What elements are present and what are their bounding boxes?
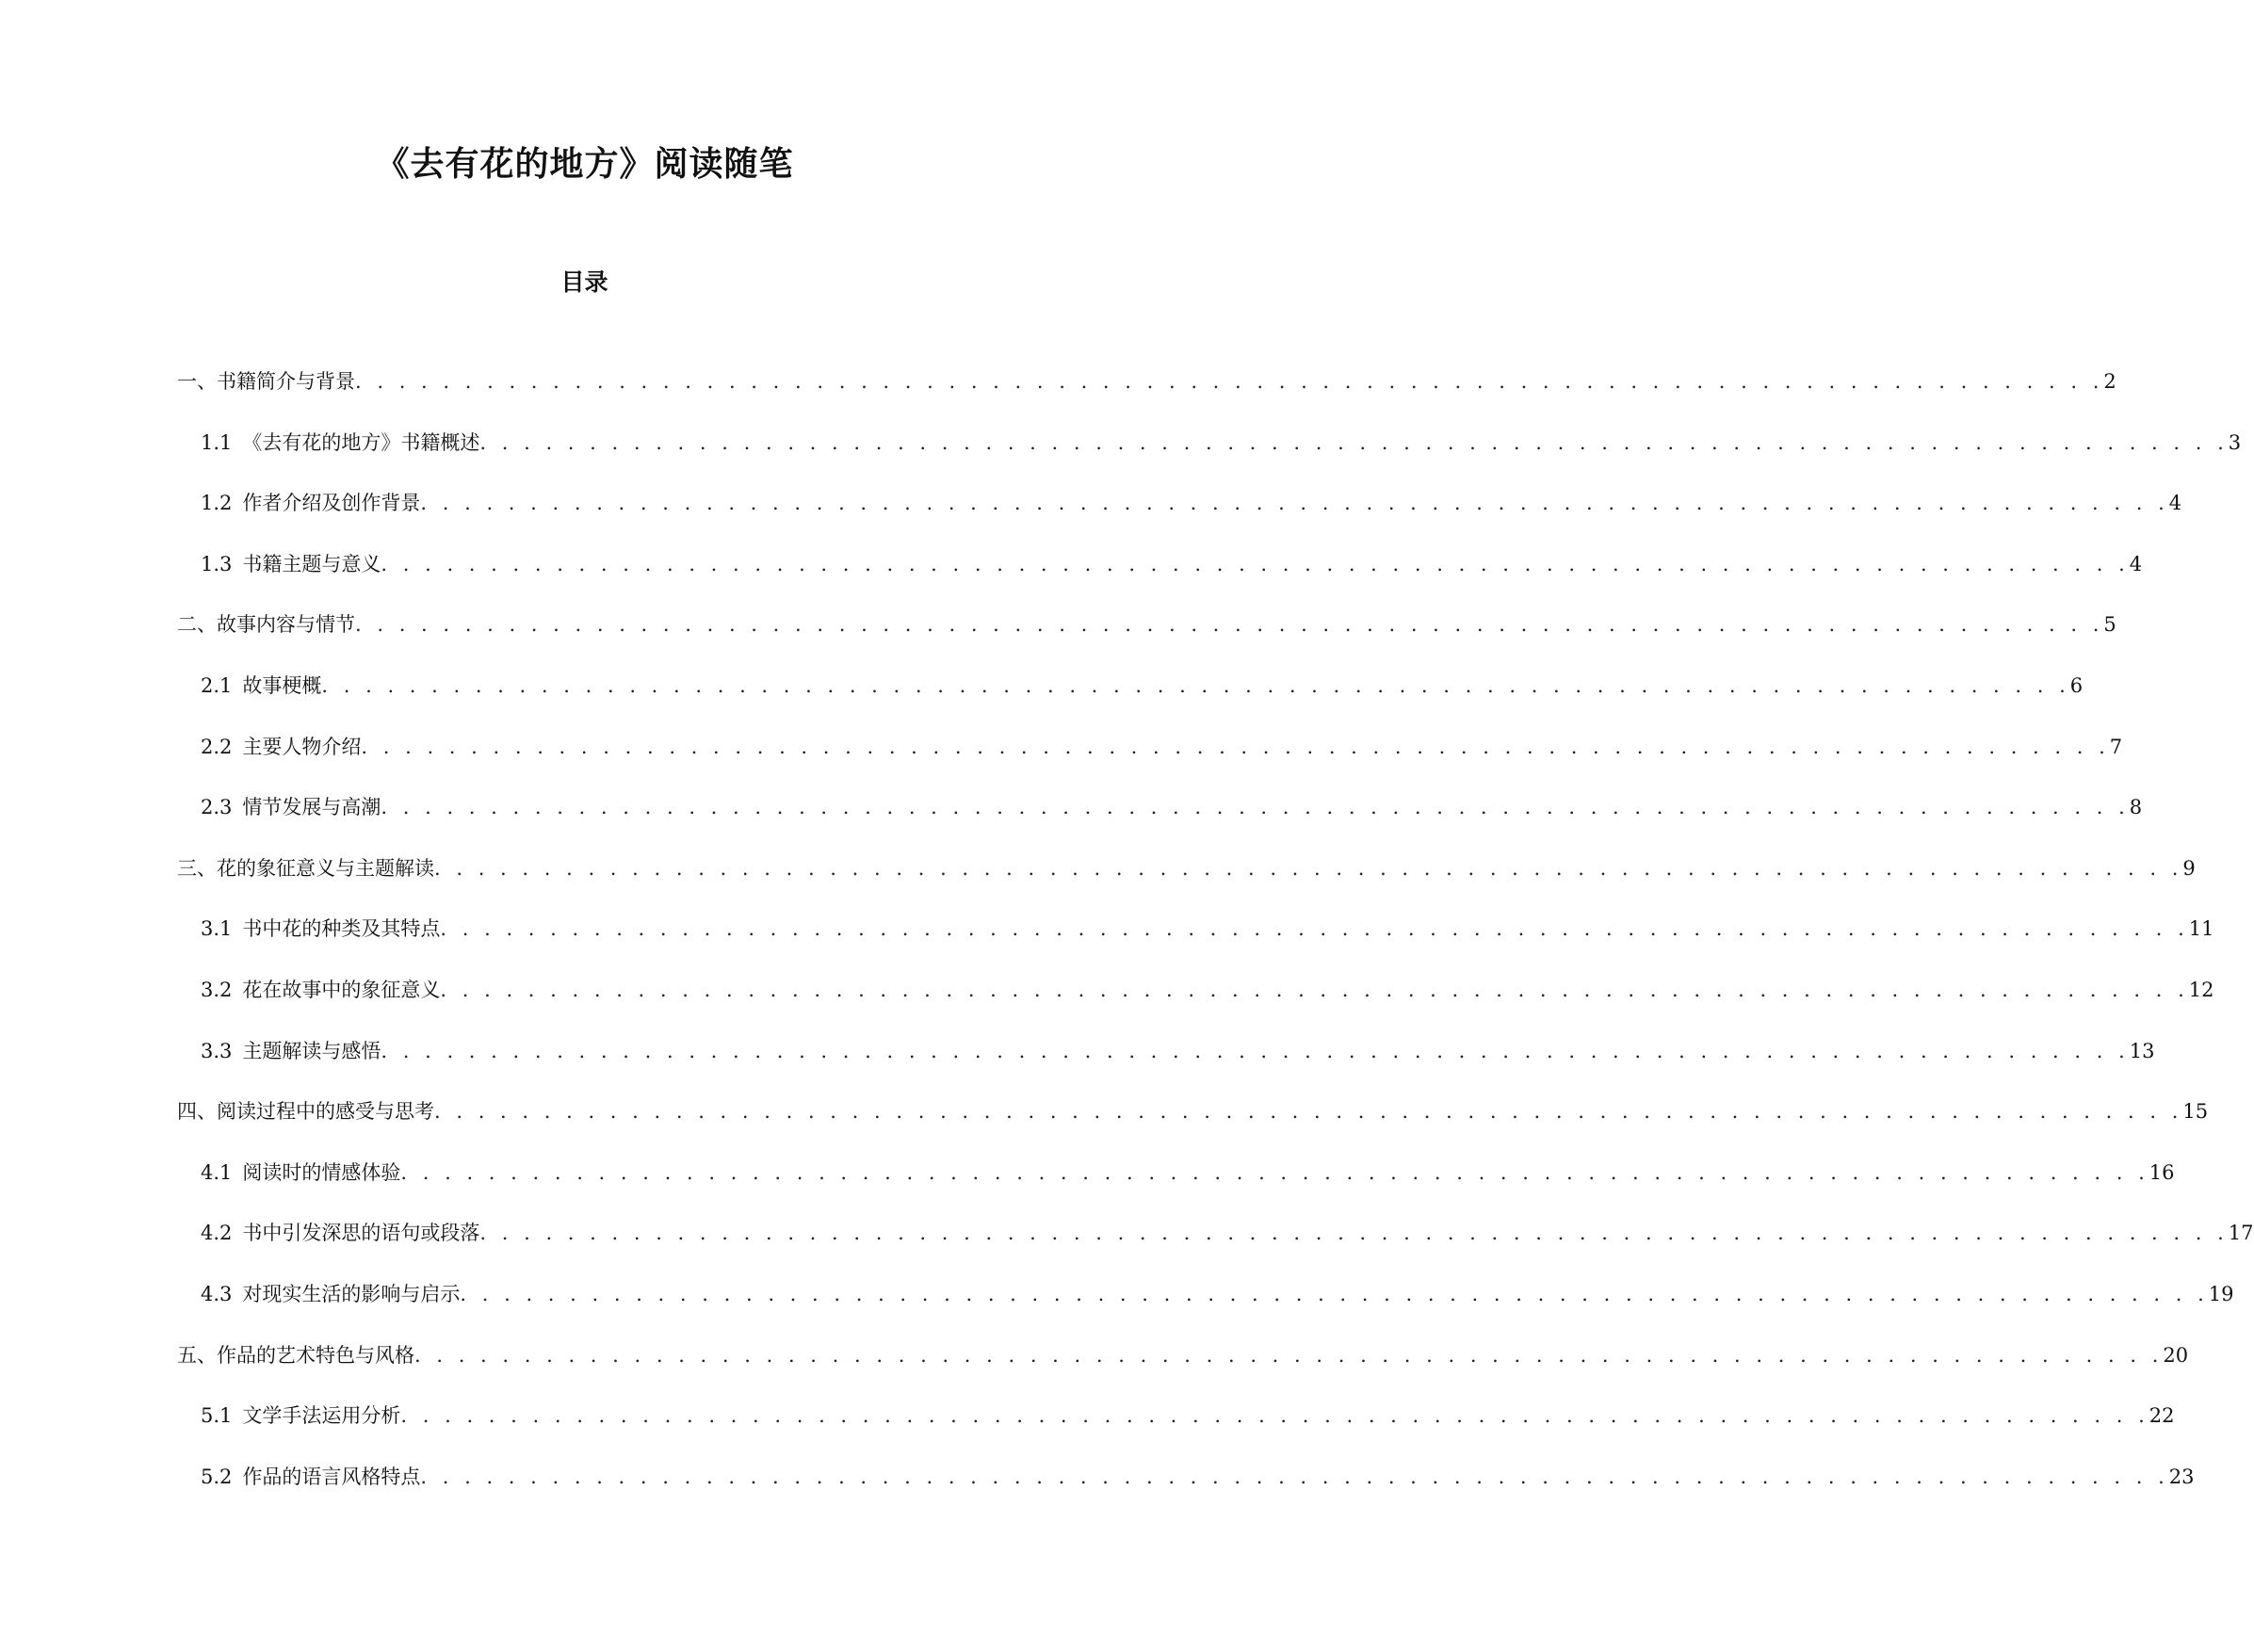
toc-page-number: 13 <box>2129 1039 2155 1062</box>
toc-entry-title: 书籍主题与意义 <box>242 552 381 575</box>
toc-section-entry[interactable] <box>177 1093 2209 1130</box>
toc-page-number: 7 <box>2109 735 2123 758</box>
toc-entry-number: 5.2 <box>201 1465 233 1488</box>
toc-subsection-entry[interactable] <box>201 667 2084 705</box>
toc-section-entry[interactable] <box>177 850 2196 887</box>
toc-subsection-entry[interactable] <box>201 788 2143 826</box>
toc-subsection-entry[interactable] <box>201 1154 2175 1191</box>
toc-dot-leader: . . . . . . . . . . . . . . . . . . . . . . . . . . . . . . . . . . . . . . . . . . . . . . . . . . . . . . . . . . . . . . . . . . . . . . . . . . . . . . . . <box>479 430 2229 454</box>
toc-dot-leader: . . . . . . . . . . . . . . . . . . . . . . . . . . . . . . . . . . . . . . . . . . . . . . . . . . . . . . . . . . . . . . . . . . . . . . . . . . . . . . . . <box>381 552 2130 575</box>
toc-dot-leader: . . . . . . . . . . . . . . . . . . . . . . . . . . . . . . . . . . . . . . . . . . . . . . . . . . . . . . . . . . . . . . . . . . . . . . . . . . . . . . . . <box>400 1160 2149 1184</box>
toc-entry-number: 3.2 <box>201 979 233 1001</box>
toc-entry-title: 三、花的象征意义与主题解读 <box>177 856 434 880</box>
toc-page-number: 9 <box>2182 856 2196 880</box>
toc-subsection-entry[interactable] <box>201 1032 2155 1070</box>
toc-entry-title: 书中花的种类及其特点 <box>242 917 441 941</box>
toc-entry-number: 5.1 <box>201 1404 233 1428</box>
toc-subsection-entry[interactable] <box>201 1397 2175 1434</box>
toc-page-number: 4 <box>2168 492 2182 515</box>
toc-entry-number: 1.1 <box>201 430 233 454</box>
toc-page-number: 12 <box>2188 979 2214 1001</box>
toc-heading: 目录 <box>560 268 608 296</box>
toc-subsection-entry[interactable] <box>201 1275 2234 1313</box>
toc-page-number: 6 <box>2069 674 2084 697</box>
toc-dot-leader: . . . . . . . . . . . . . . . . . . . . . . . . . . . . . . . . . . . . . . . . . . . . . . . . . . . . . . . . . . . . . . . . . . . . . . . . . . . . . . . . <box>479 1222 2229 1245</box>
toc-entry-number: 3.1 <box>201 917 233 941</box>
toc-dot-leader: . . . . . . . . . . . . . . . . . . . . . . . . . . . . . . . . . . . . . . . . . . . . . . . . . . . . . . . . . . . . . . . . . . . . . . . . . . . . . . . . <box>460 1283 2209 1305</box>
toc-entry-title: 五、作品的艺术特色与风格 <box>177 1343 414 1367</box>
toc-subsection-entry[interactable] <box>201 971 2214 1009</box>
toc-page-number: 20 <box>2163 1343 2189 1367</box>
toc-subsection-entry[interactable] <box>201 484 2182 522</box>
toc-page-number: 16 <box>2149 1160 2175 1184</box>
toc-subsection-entry[interactable] <box>201 545 2143 583</box>
toc-dot-leader: . . . . . . . . . . . . . . . . . . . . . . . . . . . . . . . . . . . . . . . . . . . . . . . . . . . . . . . . . . . . . . . . . . . . . . . . . . . . . . . . <box>381 796 2130 819</box>
toc-dot-leader: . . . . . . . . . . . . . . . . . . . . . . . . . . . . . . . . . . . . . . . . . . . . . . . . . . . . . . . . . . . . . . . . . . . . . . . . . . . . . . . . <box>400 1404 2149 1428</box>
toc-entry-number: 1.2 <box>201 492 233 515</box>
toc-page-number: 17 <box>2228 1222 2254 1245</box>
toc-dot-leader: . . . . . . . . . . . . . . . . . . . . . . . . . . . . . . . . . . . . . . . . . . . . . . . . . . . . . . . . . . . . . . . . . . . . . . . . . . . . . . . . <box>321 674 2070 697</box>
toc-page-number: 2 <box>2103 370 2116 393</box>
toc-entry-number: 2.3 <box>201 796 233 819</box>
toc-dot-leader: . . . . . . . . . . . . . . . . . . . . . . . . . . . . . . . . . . . . . . . . . . . . . . . . . . . . . . . . . . . . . . . . . . . . . . . . . . . . . . . . <box>381 1039 2130 1062</box>
toc-entry-number: 3.3 <box>201 1039 233 1062</box>
toc-entry-title: 二、故事内容与情节 <box>177 613 355 637</box>
toc-dot-leader: . . . . . . . . . . . . . . . . . . . . . . . . . . . . . . . . . . . . . . . . . . . . . . . . . . . . . . . . . . . . . . . . . . . . . . . . . . . . . . . . <box>420 1465 2169 1488</box>
toc-entry-title: 情节发展与高潮 <box>242 796 381 819</box>
toc-page-number: 11 <box>2188 917 2214 941</box>
toc-entry-title: 作者介绍及创作背景 <box>242 492 421 515</box>
toc-entry-number: 2.1 <box>201 674 233 697</box>
toc-entry-number: 4.2 <box>201 1222 233 1245</box>
toc-dot-leader: . . . . . . . . . . . . . . . . . . . . . . . . . . . . . . . . . . . . . . . . . . . . . . . . . . . . . . . . . . . . . . . . . . . . . . . . . . . . . . . . <box>420 492 2169 515</box>
toc-dot-leader: . . . . . . . . . . . . . . . . . . . . . . . . . . . . . . . . . . . . . . . . . . . . . . . . . . . . . . . . . . . . . . . . . . . . . . . . . . . . . . . . <box>440 917 2189 941</box>
toc-subsection-entry[interactable] <box>201 728 2123 766</box>
toc-entry-number: 1.3 <box>201 552 233 575</box>
toc-dot-leader: . . . . . . . . . . . . . . . . . . . . . . . . . . . . . . . . . . . . . . . . . . . . . . . . . . . . . . . . . . . . . . . . . . . . . . . . . . . . . . . . <box>434 856 2183 880</box>
toc-page-number: 5 <box>2103 613 2116 637</box>
toc-dot-leader: . . . . . . . . . . . . . . . . . . . . . . . . . . . . . . . . . . . . . . . . . . . . . . . . . . . . . . . . . . . . . . . . . . . . . . . . . . . . . . . . <box>440 979 2189 1001</box>
toc-page-number: 19 <box>2208 1283 2234 1305</box>
toc-page-number: 22 <box>2149 1404 2175 1428</box>
toc-dot-leader: . . . . . . . . . . . . . . . . . . . . . . . . . . . . . . . . . . . . . . . . . . . . . . . . . . . . . . . . . . . . . . . . . . . . . . . . . . . . . . . . <box>434 1100 2183 1124</box>
toc-page-number: 4 <box>2129 552 2143 575</box>
document-title: 《去有花的地方》阅读随笔 <box>375 145 794 184</box>
toc-entry-title: 阅读时的情感体验 <box>242 1160 401 1184</box>
toc-entry-title: 书中引发深思的语句或段落 <box>242 1222 480 1245</box>
toc-section-entry[interactable] <box>177 606 2116 643</box>
toc-entry-number: 4.1 <box>201 1160 233 1184</box>
toc-entry-title: 文学手法运用分析 <box>242 1404 401 1428</box>
toc-subsection-entry[interactable] <box>201 1214 2254 1252</box>
toc-page-number: 15 <box>2182 1100 2209 1124</box>
toc-entry-number: 4.3 <box>201 1283 233 1305</box>
toc-dot-leader: . . . . . . . . . . . . . . . . . . . . . . . . . . . . . . . . . . . . . . . . . . . . . . . . . . . . . . . . . . . . . . . . . . . . . . . . . . . . . . . . <box>355 613 2104 637</box>
toc-dot-leader: . . . . . . . . . . . . . . . . . . . . . . . . . . . . . . . . . . . . . . . . . . . . . . . . . . . . . . . . . . . . . . . . . . . . . . . . . . . . . . . . <box>361 735 2110 758</box>
toc-section-entry[interactable] <box>177 363 2116 400</box>
toc-subsection-entry[interactable] <box>201 910 2214 947</box>
toc-entry-title: 主要人物介绍 <box>242 735 362 758</box>
toc-subsection-entry[interactable] <box>201 424 2242 462</box>
toc-entry-title: 一、书籍简介与背景 <box>177 370 355 393</box>
toc-page-number: 8 <box>2129 796 2143 819</box>
toc-subsection-entry[interactable] <box>201 1458 2195 1496</box>
toc-entry-number: 2.2 <box>201 735 233 758</box>
toc-entry-title: 作品的语言风格特点 <box>242 1465 421 1488</box>
toc-entry-title: 《去有花的地方》书籍概述 <box>242 430 480 454</box>
toc-page-number: 3 <box>2228 430 2242 454</box>
toc-entry-title: 故事梗概 <box>242 674 322 697</box>
toc-section-entry[interactable] <box>177 1336 2189 1374</box>
toc-dot-leader: . . . . . . . . . . . . . . . . . . . . . . . . . . . . . . . . . . . . . . . . . . . . . . . . . . . . . . . . . . . . . . . . . . . . . . . . . . . . . . . . <box>414 1343 2164 1367</box>
toc-page-number: 23 <box>2168 1465 2195 1488</box>
toc-entry-title: 对现实生活的影响与启示 <box>242 1283 461 1305</box>
toc-dot-leader: . . . . . . . . . . . . . . . . . . . . . . . . . . . . . . . . . . . . . . . . . . . . . . . . . . . . . . . . . . . . . . . . . . . . . . . . . . . . . . . . <box>355 370 2104 393</box>
toc-entry-title: 主题解读与感悟 <box>242 1039 381 1062</box>
toc-entry-title: 四、阅读过程中的感受与思考 <box>177 1100 434 1124</box>
toc-entry-title: 花在故事中的象征意义 <box>242 979 441 1001</box>
